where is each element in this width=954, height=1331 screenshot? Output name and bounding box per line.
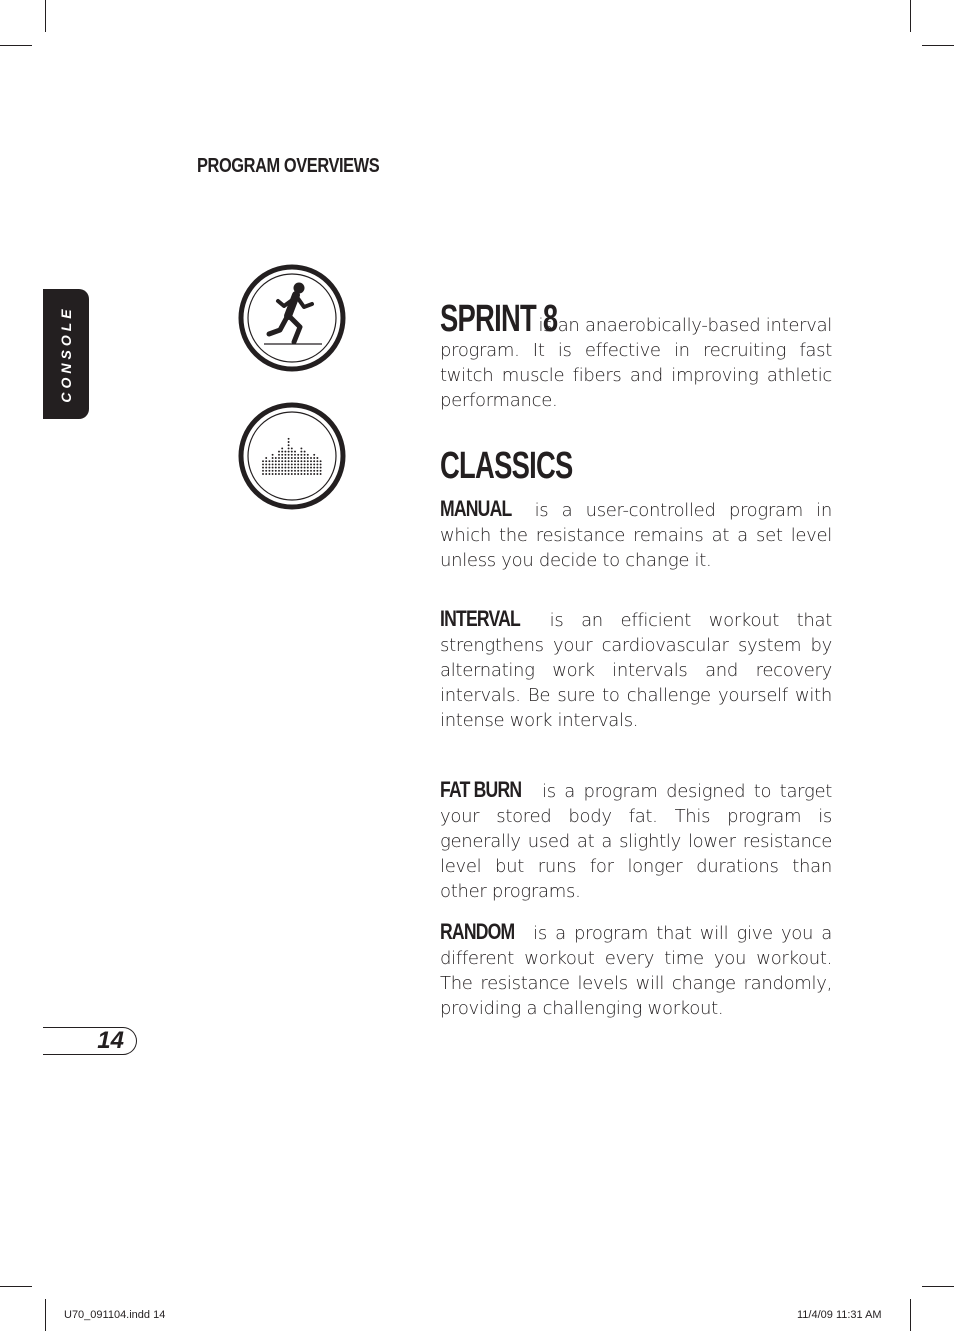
equalizer-dot — [272, 457, 274, 459]
equalizer-dot — [272, 460, 274, 462]
equalizer-dot — [288, 463, 290, 465]
side-tab-label: CONSOLE — [58, 305, 74, 403]
equalizer-dot — [307, 460, 309, 462]
equalizer-dot — [294, 451, 296, 453]
equalizer-dot — [275, 470, 277, 472]
equalizer-dot — [313, 457, 315, 459]
program-name: RANDOM — [440, 919, 515, 944]
equalizer-dot — [294, 454, 296, 456]
equalizer-dot — [275, 473, 277, 475]
equalizer-dot — [313, 460, 315, 462]
program-paragraph — [440, 606, 832, 733]
equalizer-dot — [284, 463, 286, 465]
sprint8-paragraph — [440, 300, 832, 413]
program-description: is a user-controlled program in which the resistance remains at a set level unless you decide to change it. — [440, 500, 832, 571]
equalizer-dot — [278, 457, 280, 459]
equalizer-dot — [272, 467, 274, 469]
runner-icon — [238, 264, 346, 372]
equalizer-dot — [288, 454, 290, 456]
equalizer-dot — [291, 473, 293, 475]
equalizer-dot — [288, 457, 290, 459]
equalizer-dot — [278, 451, 280, 453]
crop-mark — [922, 45, 954, 46]
program-paragraph — [440, 777, 832, 904]
equalizer-dot — [300, 463, 302, 465]
equalizer-dot — [278, 454, 280, 456]
section-title: PROGRAM OVERVIEWS — [197, 155, 380, 177]
equalizer-dot — [304, 470, 306, 472]
equalizer-dot — [310, 457, 312, 459]
equalizer-dot — [316, 470, 318, 472]
equalizer-dot — [275, 460, 277, 462]
equalizer-dot — [275, 457, 277, 459]
equalizer-dot — [265, 457, 267, 459]
equalizer-dot — [281, 463, 283, 465]
equalizer-dot — [294, 463, 296, 465]
equalizer-dot — [281, 457, 283, 459]
crop-mark — [0, 1286, 32, 1287]
equalizer-dot — [278, 473, 280, 475]
equalizer-dot — [313, 467, 315, 469]
equalizer-dot — [307, 454, 309, 456]
equalizer-dot — [288, 444, 290, 446]
equalizer-dot — [262, 473, 264, 475]
equalizer-dot — [313, 470, 315, 472]
equalizer-dot — [288, 460, 290, 462]
equalizer-dot — [265, 473, 267, 475]
equalizer-dot — [304, 454, 306, 456]
equalizer-dot — [281, 473, 283, 475]
equalizer-dot — [304, 467, 306, 469]
equalizer-dot — [316, 457, 318, 459]
crop-mark — [922, 1286, 954, 1287]
equalizer-dot — [268, 470, 270, 472]
program-description: is an efficient workout that strengthens your cardiovascular system by alternating work intervals and recovery intervals. Be sure to challenge yourself with intense work intervals. — [440, 610, 832, 731]
crop-mark — [910, 0, 911, 32]
equalizer-dot — [291, 451, 293, 453]
equalizer-dot — [284, 473, 286, 475]
equalizer-dot — [297, 470, 299, 472]
print-slug-timestamp: 11/4/09 11:31 AM — [797, 1309, 882, 1321]
equalizer-dot — [291, 460, 293, 462]
program-manual — [440, 496, 832, 573]
equalizer-dot — [272, 454, 274, 456]
equalizer-dot — [268, 473, 270, 475]
equalizer-dot — [307, 470, 309, 472]
equalizer-dot — [307, 473, 309, 475]
equalizer-dot — [297, 467, 299, 469]
classics-heading — [440, 447, 832, 485]
equalizer-dot — [310, 467, 312, 469]
equalizer-dot — [291, 447, 293, 449]
equalizer-dot — [288, 447, 290, 449]
crop-mark — [0, 45, 32, 46]
equalizer-dot — [313, 454, 315, 456]
equalizer-dot — [265, 463, 267, 465]
equalizer-dot — [272, 470, 274, 472]
equalizer-dot — [284, 470, 286, 472]
sprint8-section — [440, 300, 832, 413]
program-fat-burn — [440, 777, 832, 904]
equalizer-dot — [310, 460, 312, 462]
equalizer-dot — [291, 467, 293, 469]
equalizer-dot — [262, 470, 264, 472]
program-name: MANUAL — [440, 496, 512, 521]
equalizer-dot — [284, 467, 286, 469]
equalizer-dot — [297, 463, 299, 465]
sprint8-description: is an anaerobically-based interval program. It is effective in recruiting fast twitch muscle fibers and improving athletic performance. — [440, 315, 832, 411]
equalizer-dot — [278, 470, 280, 472]
equalizer-dot — [291, 454, 293, 456]
equalizer-dot — [265, 470, 267, 472]
equalizer-dot — [304, 451, 306, 453]
equalizer-dot — [297, 457, 299, 459]
equalizer-dot — [288, 470, 290, 472]
equalizer-dot — [291, 470, 293, 472]
equalizer-dot — [294, 460, 296, 462]
equalizer-dot — [281, 447, 283, 449]
equalizer-dot — [284, 460, 286, 462]
crop-mark — [45, 0, 46, 32]
print-slug-file: U70_091104.indd 14 — [64, 1309, 166, 1321]
equalizer-dot — [288, 473, 290, 475]
equalizer-dot — [300, 460, 302, 462]
equalizer-dot — [272, 473, 274, 475]
equalizer-dot — [278, 460, 280, 462]
side-tab — [43, 289, 89, 419]
equalizer-dot — [304, 463, 306, 465]
equalizer-dot — [297, 454, 299, 456]
equalizer-dot — [300, 447, 302, 449]
equalizer-dot — [275, 467, 277, 469]
equalizer-dot — [284, 451, 286, 453]
equalizer-dot — [284, 457, 286, 459]
equalizer-dot — [297, 473, 299, 475]
equalizer-dot — [281, 467, 283, 469]
equalizer-dot — [268, 463, 270, 465]
equalizer-dot — [288, 438, 290, 440]
equalizer-dot — [313, 463, 315, 465]
program-paragraph — [440, 919, 832, 1021]
equalizer-dot — [304, 457, 306, 459]
equalizer-dot — [288, 451, 290, 453]
program-paragraph — [440, 496, 832, 573]
equalizer-dot — [300, 457, 302, 459]
equalizer-dot — [268, 460, 270, 462]
equalizer-dot — [316, 467, 318, 469]
equalizer-dot — [294, 470, 296, 472]
equalizer-dot — [304, 473, 306, 475]
page-number: 14 — [97, 1027, 124, 1054]
equalizer-dot — [307, 457, 309, 459]
equalizer-dot — [310, 473, 312, 475]
equalizer-dot — [316, 473, 318, 475]
program-name: FAT BURN — [440, 777, 522, 802]
equalizer-dot — [265, 460, 267, 462]
equalizer-dot — [300, 473, 302, 475]
equalizer-dot — [294, 457, 296, 459]
equalizer-dot — [300, 451, 302, 453]
equalizer-dot — [320, 460, 322, 462]
equalizer-dot — [307, 463, 309, 465]
equalizer-dot — [281, 454, 283, 456]
program-description: is a program designed to target your stored body fat. This program is generally used at a slightly lower resistance level but runs for longer durations than other programs. — [440, 781, 832, 902]
equalizer-dot — [316, 463, 318, 465]
equalizer-dot — [278, 463, 280, 465]
program-random — [440, 919, 832, 1021]
equalizer-dot — [272, 463, 274, 465]
equalizer-dot — [265, 467, 267, 469]
equalizer-dot — [300, 454, 302, 456]
equalizer-dot — [281, 470, 283, 472]
equalizer-dot — [300, 470, 302, 472]
equalizer-dot — [284, 454, 286, 456]
equalizer-dot — [320, 467, 322, 469]
equalizer-dot — [262, 460, 264, 462]
equalizer-dot — [313, 473, 315, 475]
crop-mark — [910, 1299, 911, 1331]
equalizer-bars-icon — [238, 402, 346, 510]
equalizer-dot — [320, 473, 322, 475]
equalizer-dot — [288, 467, 290, 469]
equalizer-dot — [278, 467, 280, 469]
equalizer-dot — [291, 463, 293, 465]
program-name: INTERVAL — [440, 606, 520, 631]
equalizer-dot — [300, 467, 302, 469]
equalizer-dot — [297, 460, 299, 462]
program-interval — [440, 606, 832, 733]
equalizer-dot — [310, 470, 312, 472]
crop-mark — [45, 1299, 46, 1331]
equalizer-dot — [310, 463, 312, 465]
equalizer-dot — [304, 460, 306, 462]
equalizer-dot — [268, 467, 270, 469]
equalizer-dot — [262, 463, 264, 465]
program-description: is a program that will give you a different workout every time you workout. The resistance levels will change randomly, providing a challenging workout. — [440, 923, 833, 1019]
equalizer-dot — [281, 460, 283, 462]
equalizer-dot — [275, 463, 277, 465]
equalizer-dot — [262, 467, 264, 469]
equalizer-dot — [294, 473, 296, 475]
equalizer-dot — [307, 467, 309, 469]
equalizer-dot — [288, 441, 290, 443]
page-number-tab — [43, 1027, 137, 1055]
sprint8-title: SPRINT 8 — [440, 298, 558, 340]
equalizer-dot — [281, 451, 283, 453]
equalizer-dot — [320, 463, 322, 465]
equalizer-dot — [320, 470, 322, 472]
equalizer-dot — [291, 457, 293, 459]
classics-title: CLASSICS — [440, 445, 573, 487]
equalizer-dot — [294, 467, 296, 469]
equalizer-dot — [316, 460, 318, 462]
